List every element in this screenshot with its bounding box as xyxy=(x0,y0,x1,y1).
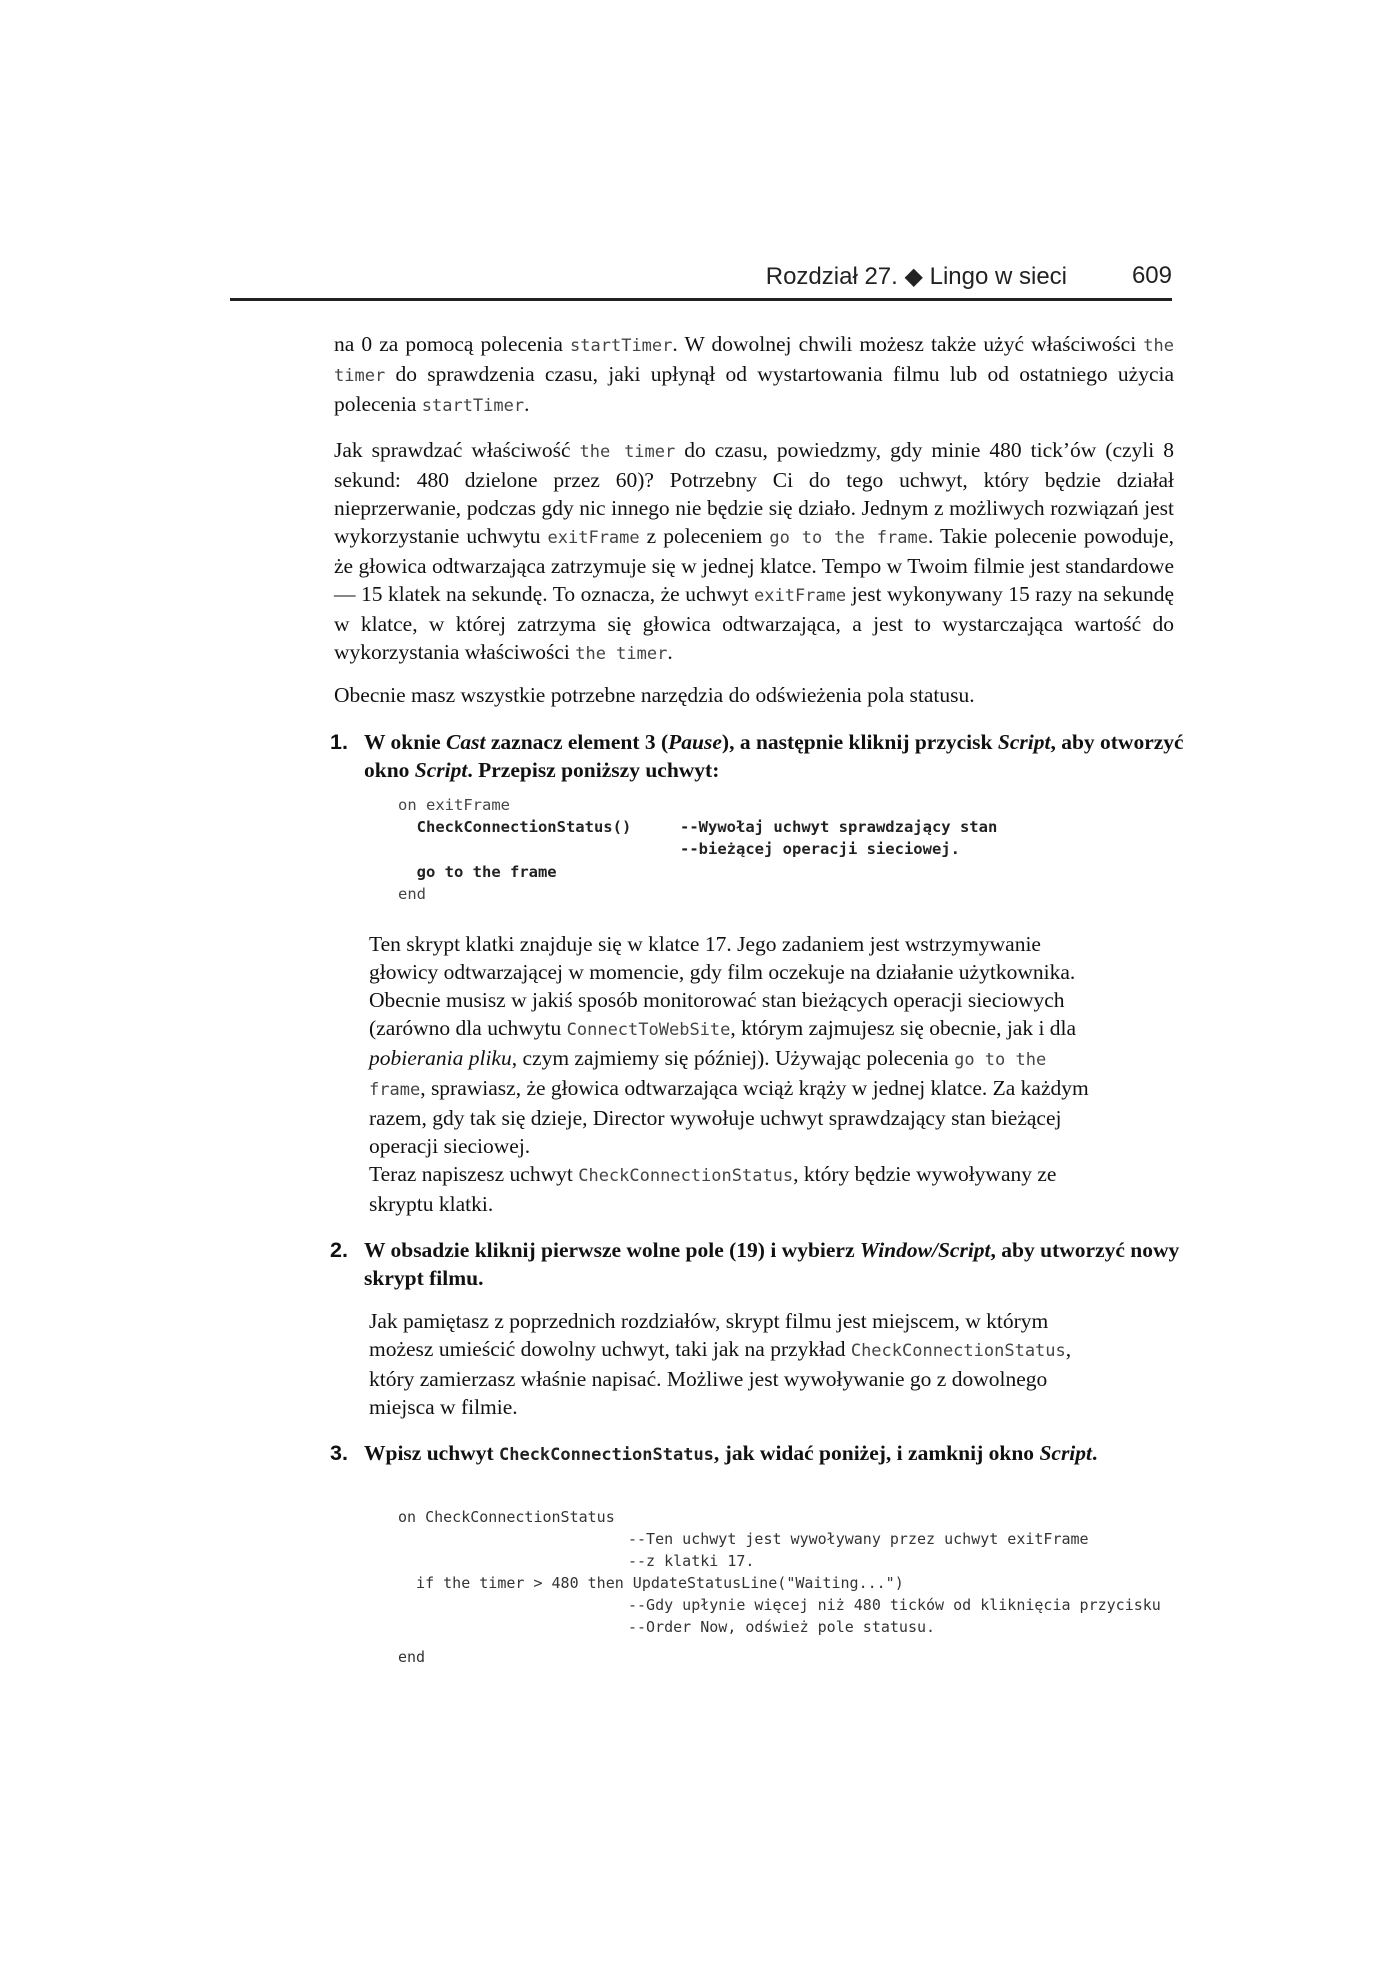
running-head xyxy=(230,262,1172,298)
text-run: Window/Script xyxy=(859,1238,991,1262)
text-run: , jak widać poniżej, i zamknij okno xyxy=(713,1441,1040,1465)
step-3-text xyxy=(364,1439,1214,1469)
code-block-2 xyxy=(398,1508,1178,1668)
text-run: W obsadzie kliknij pierwsze wolne pole (19) i wybierz xyxy=(364,1238,860,1262)
text-run: , aby otworzyć okno xyxy=(364,730,1184,782)
paragraph-1 xyxy=(334,330,1174,420)
text-run: , który zamierzasz właśnie napisać. Możliwe jest wywoływanie go z dowolnego miejsca w filmie. xyxy=(369,1337,1072,1419)
step-3 xyxy=(330,1439,1214,1495)
paragraph-3 xyxy=(334,681,1174,709)
paragraph-2-text xyxy=(334,436,1174,668)
code-comment: --Wywołaj uchwyt sprawdzający stan xyxy=(680,818,998,836)
paragraph-4 xyxy=(369,930,1109,1160)
paragraph-2 xyxy=(334,436,1174,668)
text-run: . xyxy=(1092,1441,1098,1465)
text-run: . xyxy=(524,392,530,416)
code-inline: exitFrame xyxy=(754,586,847,606)
code-inline: startTimer xyxy=(570,336,673,356)
text-run: do sprawdzenia czasu, jaki upłynął od wystartowania filmu lub od ostatniego użycia polecenia xyxy=(334,362,1174,416)
paragraph-5-text xyxy=(369,1160,1089,1218)
text-run: . Takie polecenie powoduje, że głowica odtwarzająca zatrzymuje się w jednej klatce. Tempo w Twoim filmie jest standardowe — 15 klatek na sekundę. To oznacza, że uchwyt xyxy=(334,524,1175,606)
text-run: . W dowolnej chwili możesz także użyć właściwości xyxy=(672,332,1144,356)
code-line: go to the frame xyxy=(398,863,557,881)
code-inline: the timer xyxy=(575,644,668,664)
chapter-title: Rozdział 27. ◆ Lingo w sieci xyxy=(765,263,1067,290)
text-run: na 0 za pomocą polecenia xyxy=(334,332,571,356)
page-number: 609 xyxy=(1131,262,1172,289)
text-run: jest wykonywany 15 razy na sekundę w klatce, w której zatrzyma się głowica odtwarzająca, a jest to wystarczająca wartość do wykorzystania właściwości xyxy=(334,582,1174,664)
step-1-text xyxy=(364,728,1214,784)
code-inline: CheckConnectionStatus xyxy=(498,1445,714,1465)
code-line: CheckConnectionStatus() xyxy=(398,818,632,836)
text-run: z poleceniem xyxy=(639,524,770,548)
text-run: Cast xyxy=(446,730,486,754)
code-inline: the timer xyxy=(334,336,1174,386)
text-run: Jak pamiętasz z poprzednich rozdziałów, skrypt filmu jest miejscem, w którym możesz umieścić dowolny uchwyt, taki jak na przykład xyxy=(369,1309,1049,1361)
text-run: Script xyxy=(414,758,468,782)
text-run: zaznacz element 3 ( xyxy=(485,730,669,754)
text-run: Jak sprawdzać właściwość xyxy=(334,438,580,462)
paragraph-5 xyxy=(369,1160,1089,1218)
text-run: Script xyxy=(997,730,1051,754)
paragraph-4-text xyxy=(369,930,1109,1160)
text-run: do czasu, powiedzmy, gdy minie 480 tick’ów (czyli 8 sekund: 480 dzielone przez 60)? Potrzebny Ci do tego uchwyt, który będzie działał nieprzerwanie, podczas gdy nic innego nie będzie się działo. Jednym z możliwych rozwiązań jest wykorzystanie uchwytu xyxy=(334,438,1174,548)
code-line: end xyxy=(398,885,426,903)
code-inline: CheckConnectionStatus xyxy=(578,1166,794,1186)
header-rule xyxy=(230,298,1172,301)
code-inline: exitFrame xyxy=(547,528,640,548)
step-2-text xyxy=(364,1236,1214,1292)
text-run: ), a następnie kliknij przycisk xyxy=(721,730,998,754)
step-number: 1. xyxy=(330,730,348,754)
code-inline: ConnectToWebSite xyxy=(566,1020,731,1040)
text-run: Ten skrypt klatki znajduje się w klatce 17. Jego zadaniem jest wstrzymywanie głowicy odtwarzającej w momencie, gdy film oczekuje na działanie użytkownika. Obecnie musisz w jakiś sposób monitorować stan bieżących operacji sieciowych (zarówno dla uchwytu xyxy=(369,932,1076,1040)
text-run: , sprawiasz, że głowica odtwarzająca wciąż krąży w jednej klatce. Za każdym razem, gdy tak się dzieje, Director wywołuje uchwyt sprawdzający stan bieżącej operacji sieciowej. xyxy=(369,1076,1089,1158)
step-number: 2. xyxy=(330,1238,348,1262)
code-block-1 xyxy=(398,796,1118,906)
paragraph-6 xyxy=(369,1307,1109,1421)
code-line: end xyxy=(398,1648,426,1666)
text-run: Pause xyxy=(668,730,722,754)
text-run: Wpisz uchwyt xyxy=(364,1441,499,1465)
code-inline: startTimer xyxy=(421,396,525,416)
code-line: on CheckConnectionStatus xyxy=(398,1508,615,1526)
step-1 xyxy=(330,728,1214,784)
code-comment: --z klatki 17. xyxy=(628,1552,755,1570)
text-run: . xyxy=(667,640,673,664)
paragraph-3-text: Obecnie masz wszystkie potrzebne narzędzia do odświeżenia pola statusu. xyxy=(334,683,975,707)
text-run: , czym zajmiemy się później). Używając polecenia xyxy=(511,1046,955,1070)
text-run: pobierania pliku xyxy=(369,1046,512,1070)
text-run: , którym zajmujesz się obecnie, jak i dla xyxy=(730,1016,1077,1040)
code-inline: the timer xyxy=(579,442,676,462)
code-inline: CheckConnectionStatus xyxy=(850,1341,1066,1361)
code-comment: --Gdy upłynie więcej niż 480 ticków od kliknięcia przycisku xyxy=(628,1596,1161,1614)
text-run: Script xyxy=(1039,1441,1093,1465)
paragraph-1-text xyxy=(334,330,1174,420)
code-comment: --Order Now, odśwież pole statusu. xyxy=(628,1618,936,1636)
text-run: , który będzie wywoływany ze skryptu klatki. xyxy=(369,1162,1057,1216)
code-inline: go to the frame xyxy=(369,1050,1047,1100)
text-run: , aby utworzyć nowy skrypt filmu. xyxy=(364,1238,1180,1290)
code-line: on exitFrame xyxy=(398,796,510,814)
text-run: Teraz napiszesz uchwyt xyxy=(369,1162,579,1186)
code-comment: --Ten uchwyt jest wywoływany przez uchwyt exitFrame xyxy=(628,1530,1089,1548)
code-inline: go to the frame xyxy=(769,528,928,548)
text-run: W oknie xyxy=(364,730,447,754)
step-2 xyxy=(330,1236,1214,1292)
code-line: if the timer > 480 then UpdateStatusLine("Waiting...") xyxy=(398,1574,904,1592)
text-run: . Przepisz poniższy uchwyt: xyxy=(467,758,720,782)
step-number: 3. xyxy=(330,1441,348,1465)
code-comment: --bieżącej operacji sieciowej. xyxy=(680,840,960,858)
paragraph-6-text xyxy=(369,1307,1109,1421)
